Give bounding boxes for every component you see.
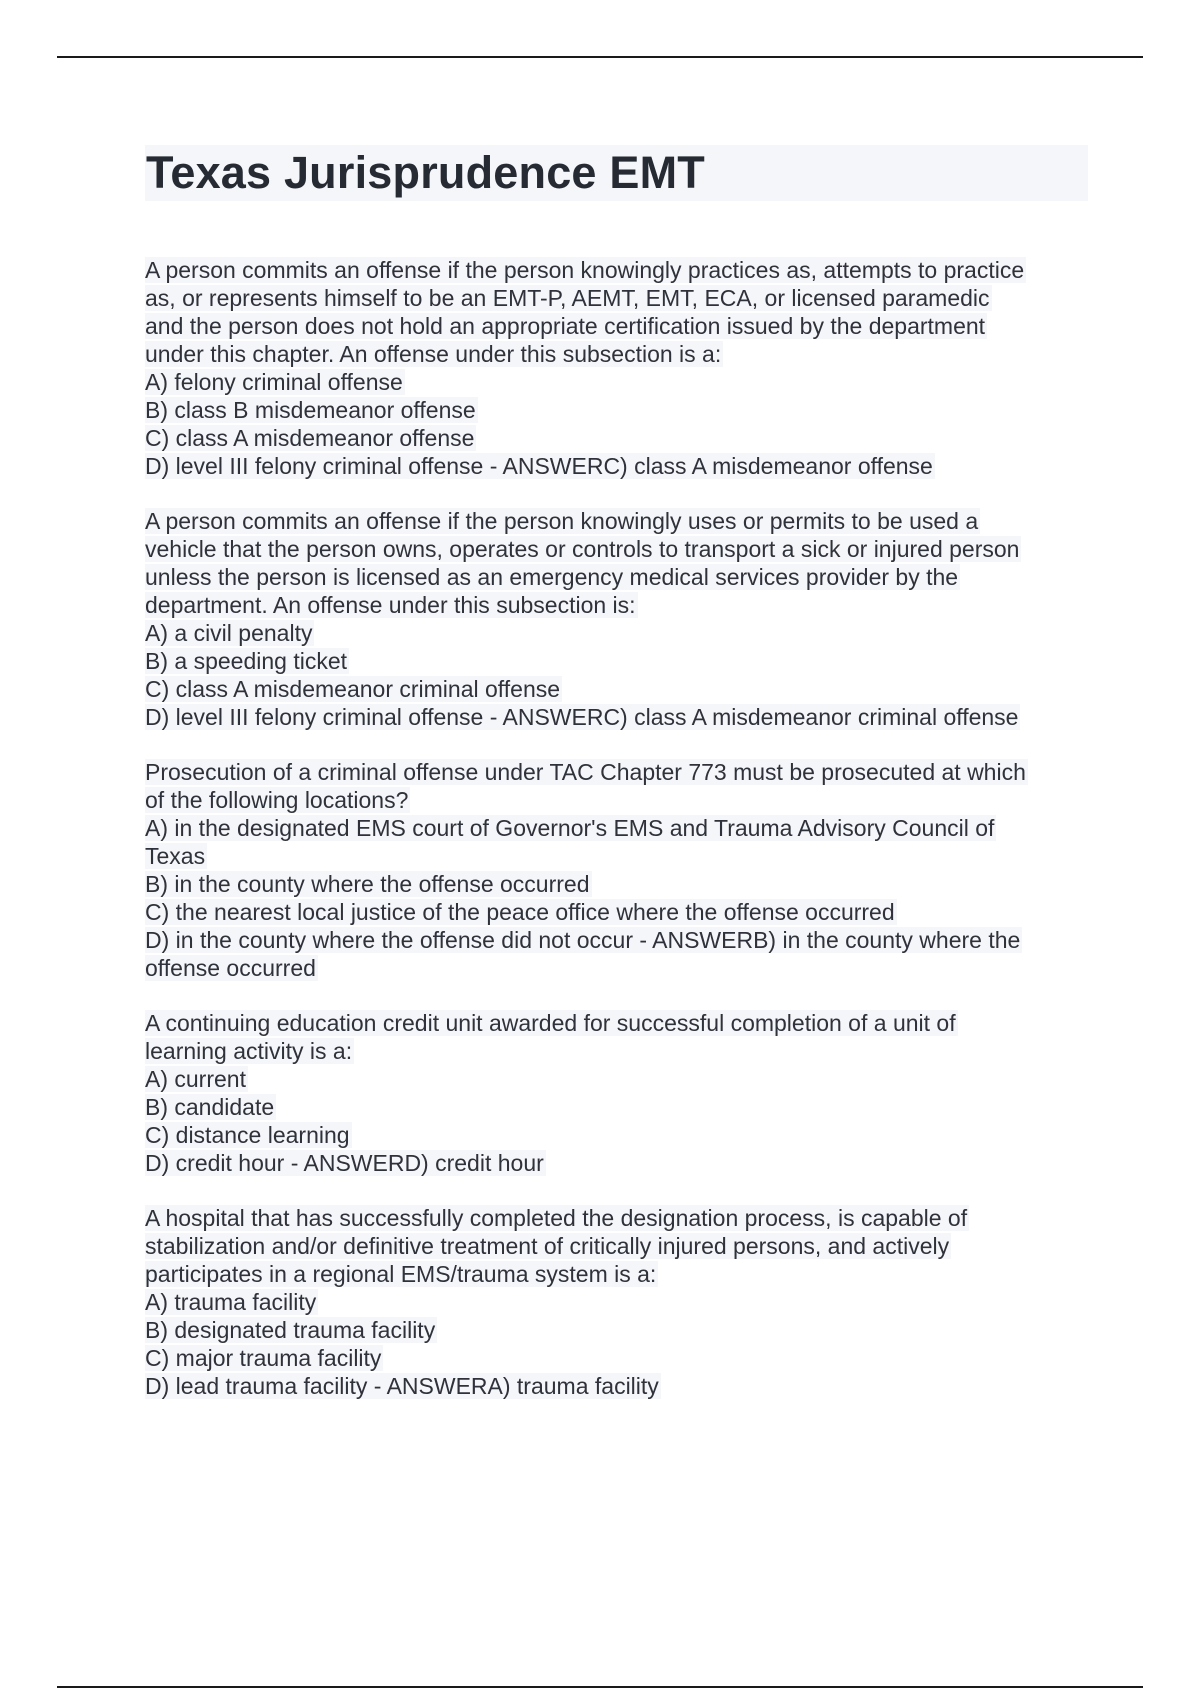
question-line-text: under this chapter. An offense under this subsection is a: xyxy=(145,341,722,367)
question-line xyxy=(145,284,1090,312)
question-line xyxy=(145,619,1090,647)
question-line xyxy=(145,1260,1090,1288)
question-line xyxy=(145,340,1090,368)
question-line xyxy=(145,786,1090,814)
question-list xyxy=(145,256,1090,1427)
question-line-text: A continuing education credit unit awarded for successful completion of a unit of xyxy=(145,1010,956,1036)
question-line xyxy=(145,1037,1090,1065)
question-line xyxy=(145,368,1090,396)
question-line xyxy=(145,1232,1090,1260)
question-line xyxy=(145,870,1090,898)
question-line xyxy=(145,563,1090,591)
question-block xyxy=(145,507,1090,731)
question-line xyxy=(145,1093,1090,1121)
question-block xyxy=(145,256,1090,480)
question-line xyxy=(145,1316,1090,1344)
question-line-text: Prosecution of a criminal offense under TAC Chapter 773 must be prosecuted at which xyxy=(145,759,1026,785)
question-line xyxy=(145,424,1090,452)
question-line xyxy=(145,926,1090,954)
question-line xyxy=(145,507,1090,535)
bottom-rule xyxy=(57,1686,1143,1688)
question-line xyxy=(145,535,1090,563)
question-line-text: D) in the county where the offense did not occur - ANSWERB) in the county where the xyxy=(145,927,1021,953)
question-line-text: learning activity is a: xyxy=(145,1038,353,1064)
question-line xyxy=(145,1009,1090,1037)
question-line-text: B) candidate xyxy=(145,1094,275,1120)
question-line-text: B) class B misdemeanor offense xyxy=(145,397,476,423)
question-line-text: vehicle that the person owns, operates or controls to transport a sick or injured person xyxy=(145,536,1020,562)
question-line-text: A person commits an offense if the person knowingly practices as, attempts to practice xyxy=(145,257,1025,283)
question-line-text: as, or represents himself to be an EMT-P, AEMT, EMT, ECA, or licensed paramedic xyxy=(145,285,990,311)
question-line xyxy=(145,591,1090,619)
question-line-text: A) felony criminal offense xyxy=(145,369,403,395)
question-line-text: department. An offense under this subsection is: xyxy=(145,592,636,618)
question-line xyxy=(145,703,1090,731)
question-line xyxy=(145,1065,1090,1093)
question-line-text: C) class A misdemeanor criminal offense xyxy=(145,676,561,702)
question-line xyxy=(145,675,1090,703)
question-line-text: participates in a regional EMS/trauma system is a: xyxy=(145,1261,657,1287)
question-line xyxy=(145,396,1090,424)
question-line-text: B) a speeding ticket xyxy=(145,648,348,674)
top-rule xyxy=(57,56,1143,58)
question-line-text: A) in the designated EMS court of Governor's EMS and Trauma Advisory Council of xyxy=(145,815,995,841)
question-line-text: D) level III felony criminal offense - ANSWERC) class A misdemeanor criminal offense xyxy=(145,704,1019,730)
question-line xyxy=(145,1204,1090,1232)
question-line xyxy=(145,452,1090,480)
question-line-text: C) the nearest local justice of the peace office where the offense occurred xyxy=(145,899,895,925)
question-line-text: A person commits an offense if the person knowingly uses or permits to be used a xyxy=(145,508,979,534)
question-line-text: Texas xyxy=(145,843,206,869)
question-line xyxy=(145,814,1090,842)
question-line-text: A) trauma facility xyxy=(145,1289,317,1315)
question-line-text: unless the person is licensed as an emergency medical services provider by the xyxy=(145,564,959,590)
question-line xyxy=(145,1288,1090,1316)
question-block xyxy=(145,1009,1090,1177)
question-line-text: D) level III felony criminal offense - ANSWERC) class A misdemeanor offense xyxy=(145,453,933,479)
question-line-text: and the person does not hold an appropriate certification issued by the department xyxy=(145,313,986,339)
question-line xyxy=(145,1149,1090,1177)
question-line xyxy=(145,1121,1090,1149)
question-line-text: C) major trauma facility xyxy=(145,1345,382,1371)
question-line-text: D) lead trauma facility - ANSWERA) trauma facility xyxy=(145,1373,659,1399)
question-line-text: C) distance learning xyxy=(145,1122,350,1148)
question-line xyxy=(145,256,1090,284)
question-line xyxy=(145,1372,1090,1400)
question-line-text: of the following locations? xyxy=(145,787,409,813)
question-line-text: B) designated trauma facility xyxy=(145,1317,436,1343)
question-line xyxy=(145,1344,1090,1372)
question-line xyxy=(145,898,1090,926)
question-block xyxy=(145,758,1090,982)
question-line-text: D) credit hour - ANSWERD) credit hour xyxy=(145,1150,544,1176)
question-line-text: A hospital that has successfully completed the designation process, is capable of xyxy=(145,1205,968,1231)
question-line-text: A) current xyxy=(145,1066,246,1092)
question-line xyxy=(145,312,1090,340)
question-line-text: offense occurred xyxy=(145,955,316,981)
question-line-text: C) class A misdemeanor offense xyxy=(145,425,475,451)
question-line-text: A) a civil penalty xyxy=(145,620,313,646)
question-block xyxy=(145,1204,1090,1400)
question-line xyxy=(145,758,1090,786)
question-line xyxy=(145,954,1090,982)
question-line xyxy=(145,842,1090,870)
page-title: Texas Jurisprudence EMT xyxy=(146,147,705,198)
question-line-text: B) in the county where the offense occurred xyxy=(145,871,590,897)
question-line xyxy=(145,647,1090,675)
question-line-text: stabilization and/or definitive treatment of critically injured persons, and actively xyxy=(145,1233,950,1259)
